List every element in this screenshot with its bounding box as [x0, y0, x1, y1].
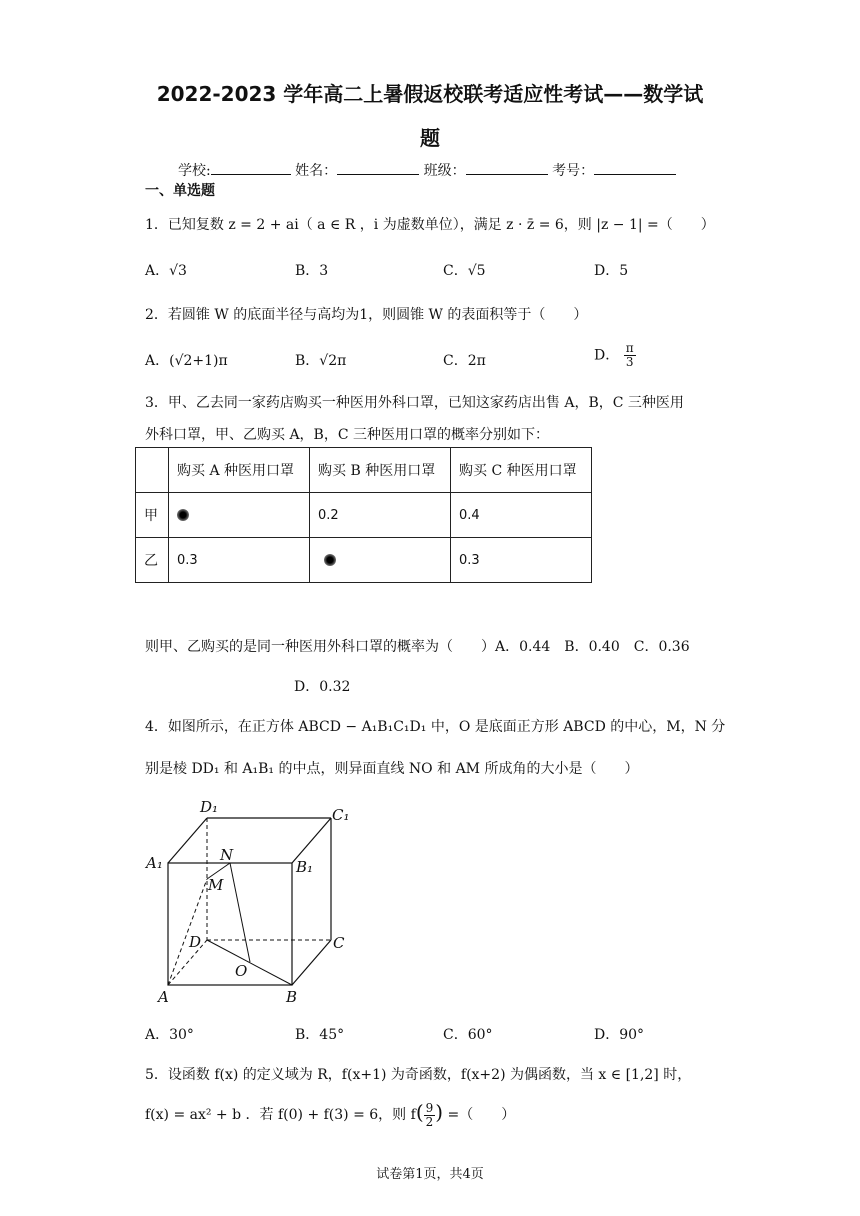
question-5-stem-line2	[145, 1100, 515, 1129]
q5-fraction	[424, 1102, 436, 1129]
q2-option-b: B．√2π	[295, 353, 347, 369]
edge-b1c1	[292, 818, 331, 863]
edge-a1d1	[168, 818, 207, 863]
cube-front-face	[168, 863, 292, 985]
edge-ad-hidden	[168, 940, 207, 985]
table-header-cell: 购买 B 种医用口罩	[310, 448, 451, 493]
q1-option-d: D．5	[594, 263, 629, 279]
table-cell: 0.3	[451, 538, 592, 583]
label-d: D	[189, 933, 202, 951]
line-do-b	[207, 940, 292, 985]
question-3-answer-line: 则甲、乙购买的是同一种医用外科口罩的概率为（ ）A．0.44 B．0.40 C．0.36	[145, 639, 690, 655]
q5-line2-start: f(x) = ax² + b ．若 f(0) + f(3) = 6，则 f	[145, 1107, 416, 1123]
q1-option-a: A．√3	[145, 263, 187, 279]
exam-no-blank	[594, 160, 676, 175]
label-m: M	[208, 876, 224, 894]
exam-no-label: 考号：	[552, 163, 595, 179]
school-blank	[211, 160, 291, 175]
question-4-stem-line2: 别是棱 DD₁ 和 A₁B₁ 的中点，则异面直线 NO 和 AM 所成角的大小是（ ）	[145, 761, 639, 777]
page-footer: 试卷第1页，共4页	[376, 1167, 484, 1182]
q4-option-c: C．60°	[443, 1027, 493, 1043]
label-b1: B₁	[296, 858, 314, 876]
table-header-row	[136, 448, 592, 493]
edge-bc	[292, 940, 331, 985]
table-cell: 0.4	[451, 493, 592, 538]
table-cell	[310, 538, 451, 583]
table-row	[136, 538, 592, 583]
table-row	[136, 493, 592, 538]
class-blank	[466, 160, 548, 175]
table-cell: 0.3	[169, 538, 310, 583]
q2-option-d-label: D．	[594, 347, 620, 364]
school-label: 学校:	[178, 163, 211, 179]
table-header-cell	[136, 448, 169, 493]
exam-title-line1: 2022-2023 学年高二上暑假返校联考适应性考试——数学试	[156, 82, 704, 106]
section-heading: 一、单选题	[145, 183, 215, 199]
table-cell	[169, 493, 310, 538]
table-header-cell: 购买 A 种医用口罩	[169, 448, 310, 493]
ink-dot-icon	[324, 554, 336, 566]
student-info-line	[178, 160, 676, 180]
label-a: A	[158, 988, 169, 1006]
table-header-cell: 购买 C 种医用口罩	[451, 448, 592, 493]
row-label: 乙	[136, 538, 169, 583]
label-o: O	[235, 962, 248, 980]
table-cell: 0.2	[310, 493, 451, 538]
q5-paren-open: (	[415, 1100, 424, 1124]
question-5-stem-line1: 5．设函数 f(x) 的定义域为 R，f(x+1) 为奇函数，f(x+2) 为偶函数，当 x ∈ [1,2] 时，	[145, 1067, 692, 1083]
label-d1: D₁	[200, 798, 219, 816]
q5-line2-end: =（ ）	[447, 1107, 516, 1123]
q2-option-a: A．(√2+1)π	[145, 353, 228, 369]
q2-option-d-fraction	[624, 342, 636, 369]
line-no	[230, 863, 250, 962]
q4-option-d: D．90°	[594, 1027, 645, 1043]
label-a1: A₁	[146, 854, 163, 872]
q3-option-d: D．0.32	[294, 679, 351, 695]
name-blank	[337, 160, 419, 175]
line-am	[168, 879, 207, 985]
row-label: 甲	[136, 493, 169, 538]
q4-option-b: B．45°	[295, 1027, 345, 1043]
q2-option-d	[594, 342, 636, 369]
label-b: B	[286, 988, 298, 1006]
q2-d-numerator: π	[625, 341, 634, 355]
probability-table	[135, 447, 592, 583]
label-c: C	[333, 934, 345, 952]
exam-title-line2: 题	[420, 126, 440, 150]
q4-option-a: A．30°	[145, 1027, 194, 1043]
q2-d-denominator: 3	[625, 355, 634, 369]
cube-diagram	[140, 790, 370, 1010]
question-1-stem: 1．已知复数 z = 2 + ai（ a ∈ R ，i 为虚数单位），满足 z · z̄ = 6，则 |z − 1| =（ ）	[145, 217, 715, 233]
q1-option-c: C．√5	[443, 263, 486, 279]
label-n: N	[220, 846, 234, 864]
q2-option-c: C．2π	[443, 353, 486, 369]
question-2-stem: 2．若圆锥 W 的底面半径与高均为1，则圆锥 W 的表面积等于（ ）	[145, 307, 588, 323]
q1-option-b: B．3	[295, 263, 329, 279]
name-label: 姓名：	[295, 163, 338, 179]
class-label: 班级：	[423, 163, 466, 179]
question-4-stem-line1: 4．如图所示，在正方体 ABCD − A₁B₁C₁D₁ 中，O 是底面正方形 ABCD 的中心，M，N 分	[145, 719, 726, 735]
label-c1: C₁	[332, 806, 350, 824]
question-3-stem-line2: 外科口罩，甲、乙购买 A，B，C 三种医用口罩的概率分别如下：	[145, 427, 550, 443]
q5-frac-numerator: 9	[425, 1100, 434, 1115]
q5-paren-close: )	[435, 1100, 444, 1124]
question-3-stem-line1: 3．甲、乙去同一家药店购买一种医用外科口罩，已知这家药店出售 A，B，C 三种医用	[145, 395, 684, 411]
q5-frac-denominator: 2	[425, 1114, 434, 1129]
ink-dot-icon	[177, 509, 189, 521]
